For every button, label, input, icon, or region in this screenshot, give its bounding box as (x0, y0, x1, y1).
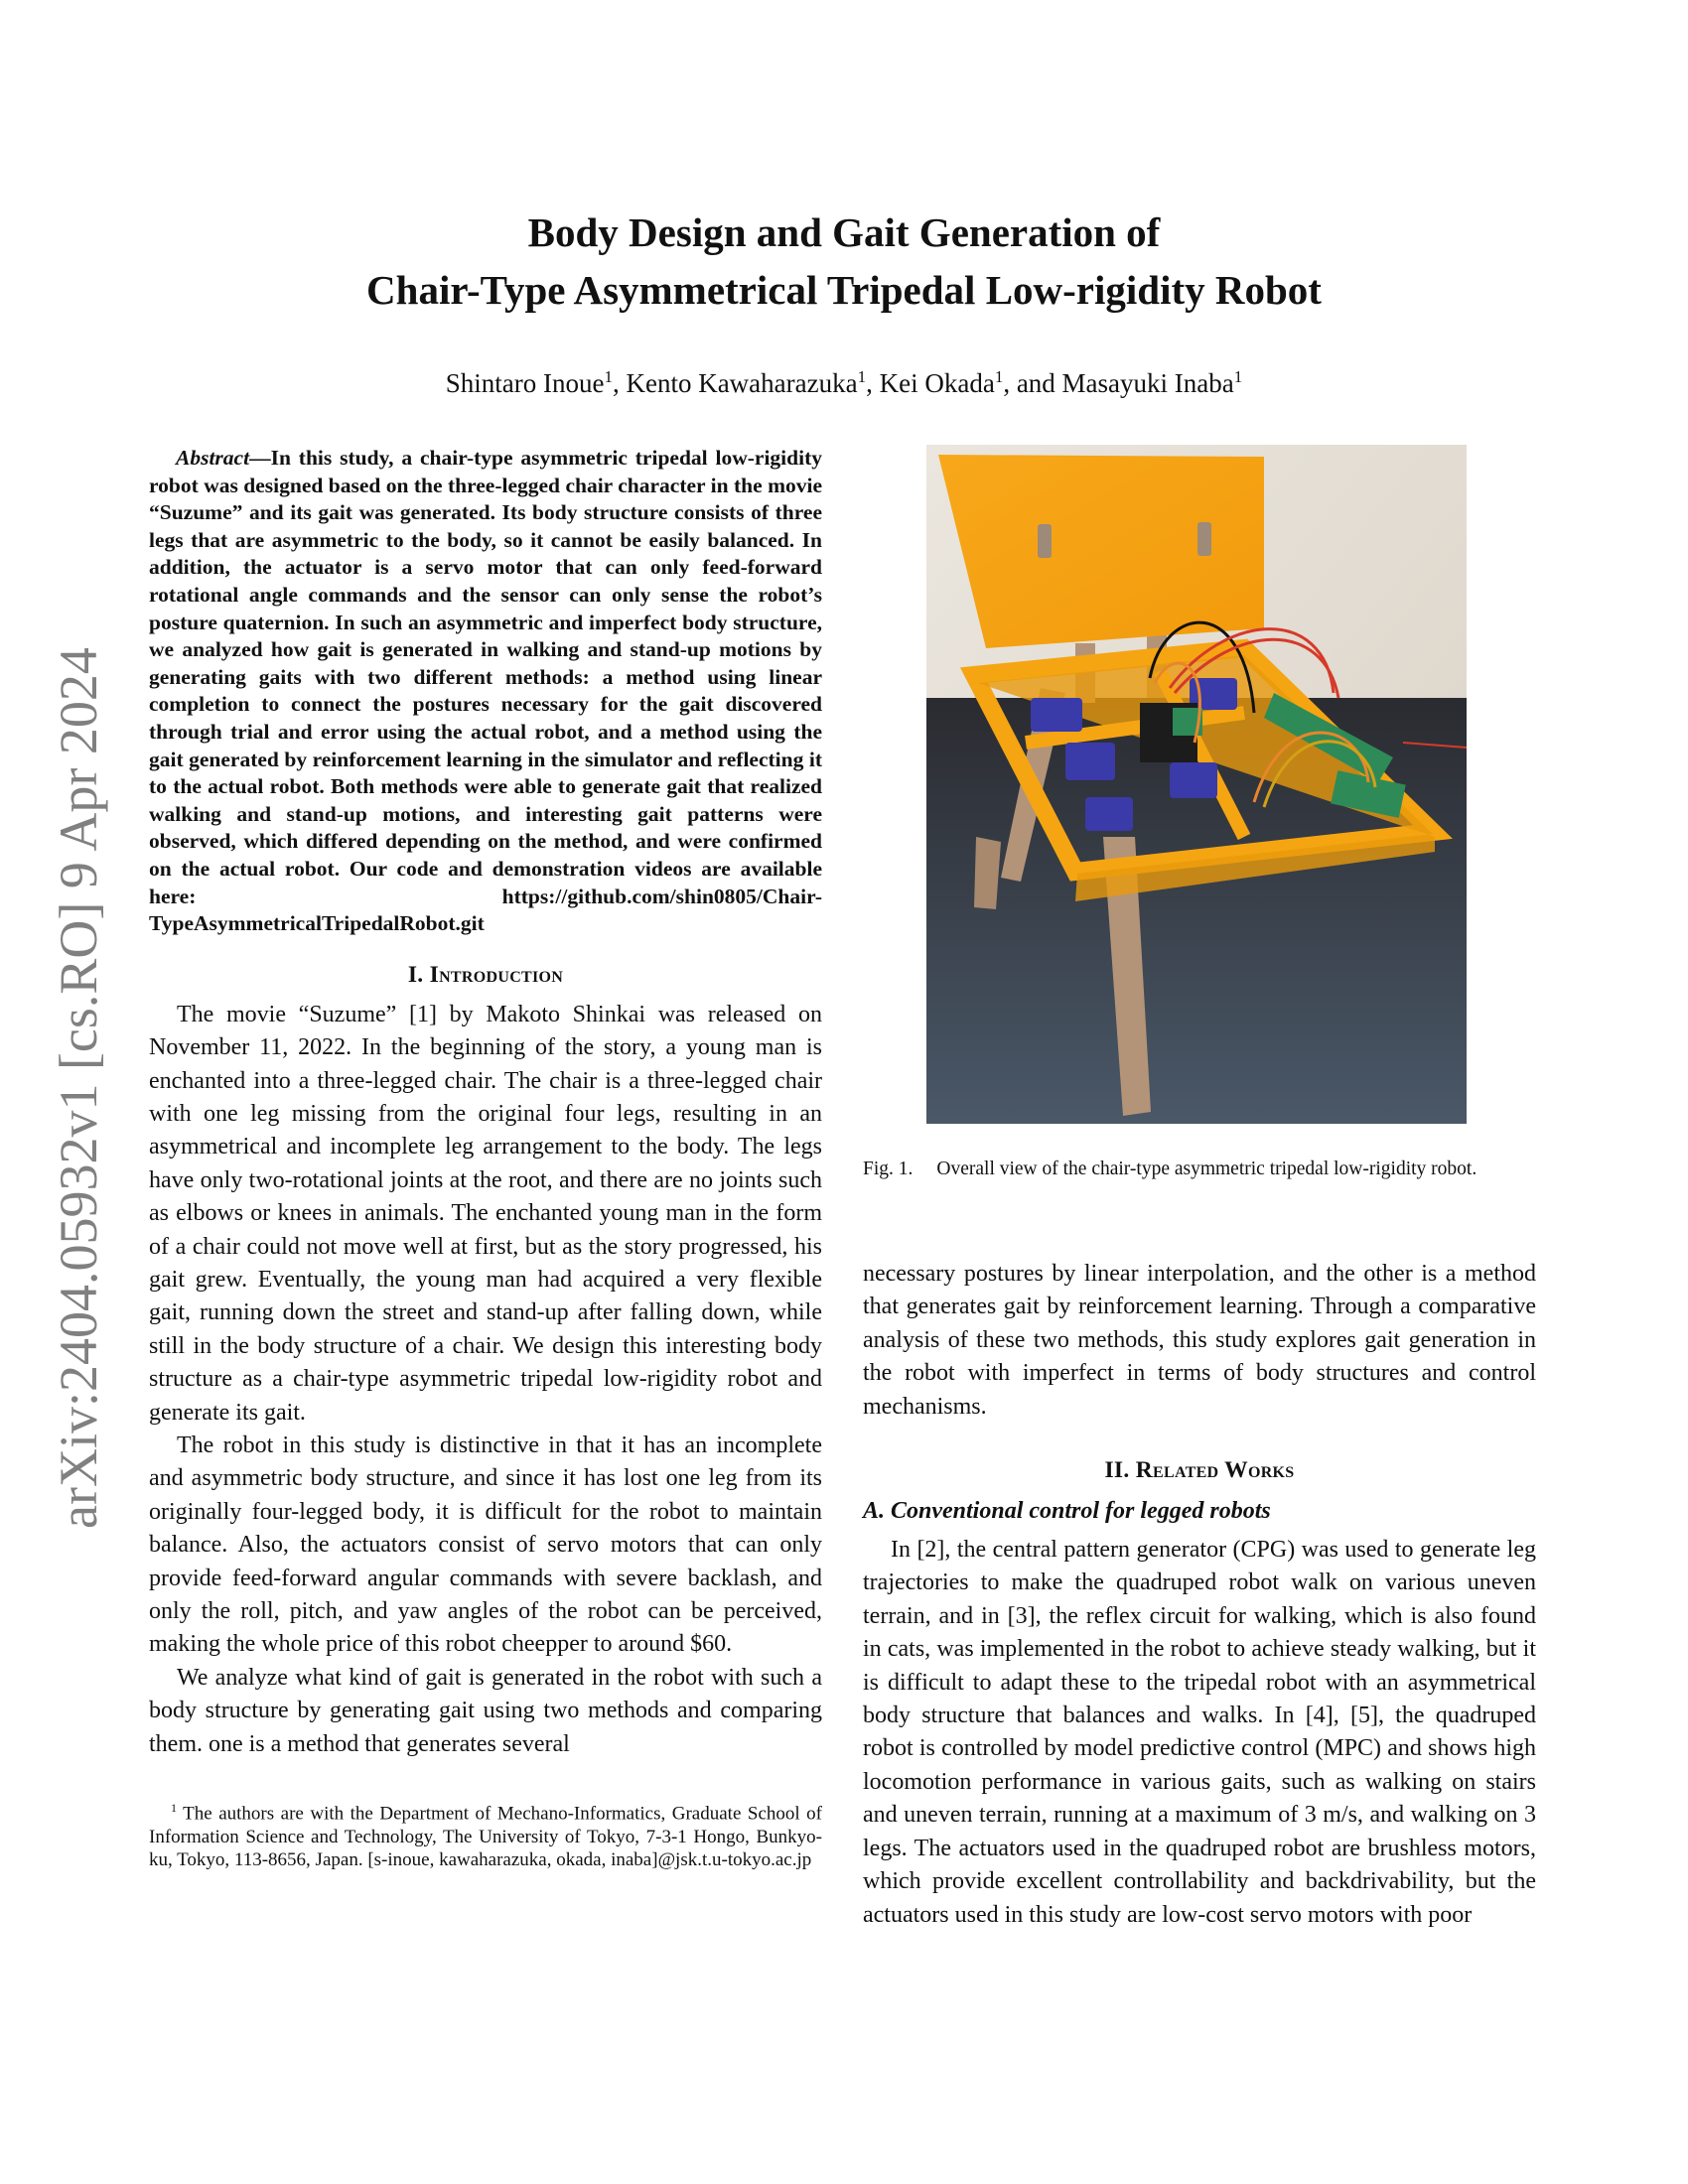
title-block (149, 204, 1539, 400)
abstract-text: In this study, a chair-type asymmetric tripedal low-rigidity robot was designed based on the three-legged chair character in the movie “Suzume” and its gait was generated. Its body structure consists of three legs that are asymmetric to the body, so it cannot be easily balanced. In addition, the actuator is a servo motor that can only feed-forward rotational angle commands and the sensor can only sense the robot’s posture quaternion. In such an asymmetric and imperfect body structure, we analyzed how gait is generated in walking and stand-up motions by generating gaits with two different methods: a method using linear completion to connect the postures necessary for the gait discovered through trial and error using the actual robot, and a method using the gait generated by reinforcement learning in the simulator and reflecting it to the actual robot. Both methods were able to generate gait that realized walking and stand-up motions, and interesting gait patterns were observed, which differed depending on the method, and were confirmed on the actual robot. Our code and demonstration videos are available here: https://github.com/shin0805/Chair-TypeAsymmetricalTripedalRobot.git (149, 446, 822, 936)
arxiv-identifier-stamp: arXiv:2404.05932v1 [cs.RO] 9 Apr 2024 (49, 647, 108, 1529)
author: Masayuki Inaba (1061, 368, 1234, 398)
affiliation-mark: 1 (994, 367, 1004, 386)
left-column (149, 445, 822, 1872)
author-footnote (149, 1797, 822, 1872)
figure-caption-text: Overall view of the chair-type asymmetric tripedal low-rigidity robot. (936, 1159, 1477, 1179)
abstract (149, 445, 822, 938)
author-list (149, 360, 1539, 400)
figure-label: Fig. 1. (863, 1159, 914, 1179)
paper-title (149, 204, 1539, 319)
author: Kento Kawaharazuka (626, 368, 858, 398)
intro-paragraph-3: We analyze what kind of gait is generated in the robot with such a body structure by generating gait using two methods and comparing them. one is a method that generates several (149, 1664, 822, 1757)
author: Kei Okada (879, 368, 995, 398)
affiliation-mark: 1 (604, 367, 613, 386)
intro-paragraph-1: The movie “Suzume” [1] by Makoto Shinkai was released on November 11, 2022. In the beginning of the story, a young man is enchanted into a three-legged chair. The chair is a three-legged chair with one leg missing from the original four legs, resulting in an asymmetrical and incomplete leg arrangement to the body. The legs have only two-rotational joints at the root, and there are no joints such as elbows or knees in animals. The enchanted young man in the form of a chair could not move well at first, but as the story progressed, his gait grew. Eventually, the young man had acquired a very flexible gait, running down the street and stand-up after falling down, while still in the body structure of a chair. We design this interesting body structure as a chair-type asymmetric tripedal low-rigidity robot and generate its gait. (149, 1001, 822, 1426)
separator: , and (1003, 368, 1062, 398)
footnote-text: The authors are with the Department of Mechano-Informatics, Graduate School of Information Science and Technology, The University of Tokyo, 7-3-1 Hongo, Bunkyo-ku, Tokyo, 113-8656, Japan. [s-inoue, kawaharazuka, okada, inaba]@jsk.t.u-tokyo.ac.jp (149, 1803, 822, 1871)
abstract-label: Abstract (176, 446, 250, 470)
separator: , (612, 368, 627, 398)
intro-paragraph-2: The robot in this study is distinctive in that it has an incomplete and asymmetric body structure, and since it has lost one leg from its originally four-legged body, it is difficult for the robot to maintain balance. Also, the actuators consist of servo motors that can only provide feed-forward angular commands with severe backlash, and only the roll, pitch, and yaw angles of the robot can be perceived, making the whole price of this robot cheepper to around $60. (149, 1432, 822, 1658)
abstract-dash: — (249, 446, 271, 470)
affiliation-mark: 1 (1233, 367, 1243, 386)
footnote-mark: 1 (171, 1801, 177, 1816)
related-paragraph-1: In [2], the central pattern generator (CPG) was used to generate leg trajectories to make the quadruped robot walk on various uneven terrain, and in [3], the reflex circuit for walking, which is also found in cats, was implemented in the robot to achieve steady walking, but it is difficult to adapt these to the tripedal robot with an asymmetrical body structure that balances and walks. In [4], [5], the quadruped robot is controlled by model predictive control (MPC) and shows high locomotion performance in various gaits, such as walking on stairs and uneven terrain, running at a maximum of 3 m/s, and walking on 3 legs. The actuators used in the quadruped robot are brushless motors, which provide excellent controllability and backdrivability, but the actuators used in this study are low-cost servo motors with poor (863, 1537, 1536, 1928)
affiliation-mark: 1 (857, 367, 867, 386)
section-heading-related-works: II. Related Works (1104, 1457, 1295, 1484)
title-line-2: Chair-Type Asymmetrical Tripedal Low-rigidity Robot (366, 267, 1322, 313)
subsection-heading-conventional-control: A. Conventional control for legged robots (863, 1498, 1271, 1525)
title-line-1: Body Design and Gait Generation of (527, 209, 1161, 255)
figure-caption (863, 1158, 1536, 1181)
right-column (863, 1258, 1536, 1932)
author: Shintaro Inoue (445, 368, 605, 398)
section-heading-introduction: I. Introduction (407, 961, 564, 988)
separator: , (866, 368, 880, 398)
chair-robot-photo (926, 445, 1467, 1124)
figure-robot-photo (926, 445, 1467, 1124)
intro-paragraph-3-continued: necessary postures by linear interpolation, and the other is a method that generates gait by reinforcement learning. Through a comparative analysis of these two methods, this study explores gait generation in the robot with imperfect in terms of body structures and control mechanisms. (863, 1261, 1536, 1420)
